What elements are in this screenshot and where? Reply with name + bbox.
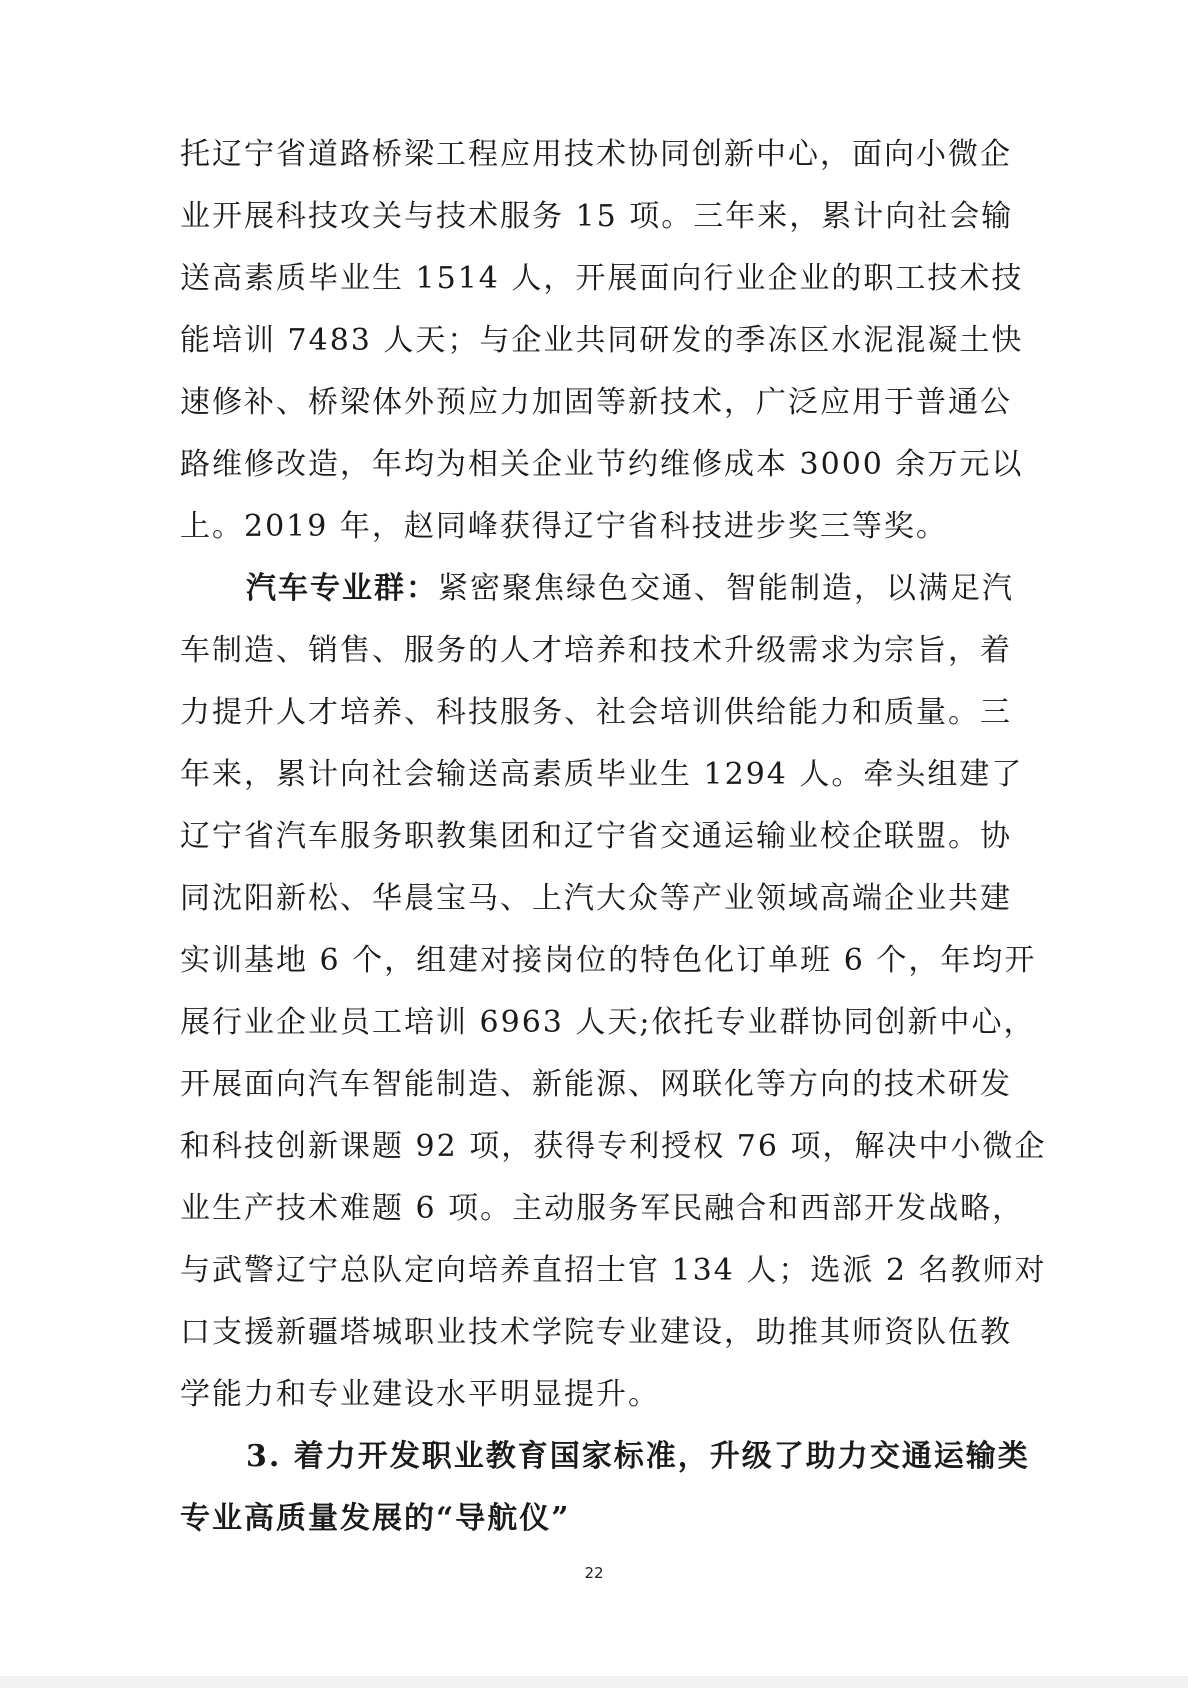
document-body <box>180 124 1047 1550</box>
text-line: 口支援新疆塔城职业技术学院专业建设，助推其师资队伍教 <box>180 1315 1012 1350</box>
text-line: 速修补、桥梁体外预应力加固等新技术，广泛应用于普通公 <box>180 385 1012 420</box>
text-span: 紧密聚焦绿色交通、智能制造，以满足汽 <box>438 571 1014 606</box>
text-line: 辽宁省汽车服务职教集团和辽宁省交通运输业校企联盟。协 <box>180 819 1012 854</box>
text-line: 路维修改造，年均为相关企业节约维修成本 3000 余万元以 <box>180 447 1024 482</box>
text-line: 同沈阳新松、华晨宝马、上汽大众等产业领域高端企业共建 <box>180 881 1012 916</box>
text-line: 学能力和专业建设水平明显提升。 <box>180 1377 660 1412</box>
section-heading-3 <box>180 1426 1030 1550</box>
heading-line: 专业高质量发展的“导航仪” <box>180 1501 571 1536</box>
text-line: 力提升人才培养、科技服务、社会培训供给能力和质量。三 <box>180 695 1012 730</box>
text-line: 实训基地 6 个，组建对接岗位的特色化订单班 6 个，年均开 <box>180 943 1037 978</box>
text-line: 业生产技术难题 6 项。主动服务军民融合和西部开发战略， <box>180 1191 1025 1226</box>
text-line: 和科技创新课题 92 项，获得专利授权 76 项，解决中小微企 <box>180 1129 1047 1164</box>
text-line: 业开展科技攻关与技术服务 15 项。三年来，累计向社会输 <box>180 199 1014 234</box>
text-line: 年来，累计向社会输送高素质毕业生 1294 人。牵头组建了 <box>180 757 1024 792</box>
text-line: 送高素质毕业生 1514 人，开展面向行业企业的职工技术技 <box>180 261 1024 296</box>
text-line: 托辽宁省道路桥梁工程应用技术协同创新中心，面向小微企 <box>180 137 1012 172</box>
paragraph-first-line <box>180 558 1014 620</box>
paragraph-bridge-engineering <box>180 124 1024 558</box>
paragraph-lead-heading: 汽车专业群： <box>246 571 438 606</box>
text-line: 展行业企业员工培训 6963 人天;依托专业群协同创新中心， <box>180 1005 1036 1040</box>
text-line: 能培训 7483 人天；与企业共同研发的季冻区水泥混凝土快 <box>180 323 1024 358</box>
paragraph-automotive-group <box>180 558 1047 1426</box>
page-number: 22 <box>584 1564 604 1582</box>
heading-line: 3. 着力开发职业教育国家标准，升级了助力交通运输类 <box>246 1439 1030 1474</box>
page-bottom-edge <box>0 1676 1188 1688</box>
text-line: 与武警辽宁总队定向培养直招士官 134 人；选派 2 名教师对 <box>180 1253 1047 1288</box>
text-line: 上。2019 年，赵同峰获得辽宁省科技进步奖三等奖。 <box>180 509 948 544</box>
text-line: 开展面向汽车智能制造、新能源、网联化等方向的技术研发 <box>180 1067 1012 1102</box>
text-line: 车制造、销售、服务的人才培养和技术升级需求为宗旨，着 <box>180 633 1012 668</box>
